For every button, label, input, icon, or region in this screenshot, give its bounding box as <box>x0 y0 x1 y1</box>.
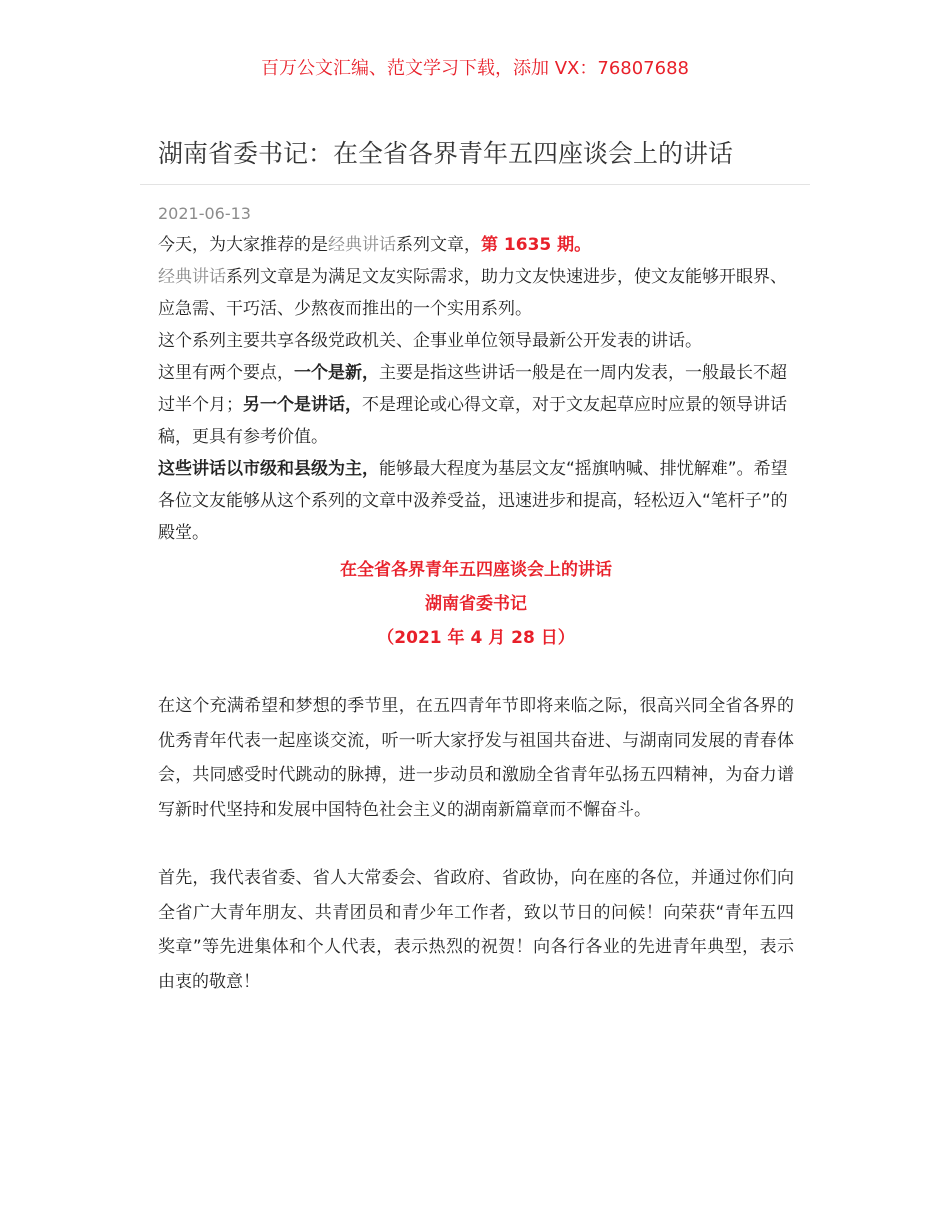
intro-text: 这里有两个要点， <box>158 363 294 383</box>
promo-banner: 百万公文汇编、范文学习下载，添加 VX：76807688 <box>261 58 689 79</box>
speech-body <box>158 689 794 999</box>
key-point-level: 这些讲话以市级和县级为主， <box>158 459 379 479</box>
article-body <box>158 229 794 999</box>
intro-paragraph-2 <box>158 261 794 325</box>
intro-text: 能够最大程度为基层文友“摇旗呐喊、排忧解难”。希望各位文友能够从这个系列的文章中汲养受益，迅速进步和提高，轻松迈入“笔杆子”的殿堂。 <box>158 459 788 543</box>
intro-paragraph-5 <box>158 453 794 549</box>
publish-date: 2021-06-13 <box>158 204 251 223</box>
intro-text: 不是理论或心得文章，对于文友起草应时应景的领导讲话稿，更具有参考价值。 <box>158 395 787 447</box>
speech-date: （2021 年 4 月 28 日） <box>377 628 575 648</box>
issue-number: 第 1635 期。 <box>481 235 592 255</box>
speech-paragraph-2: 首先，我代表省委、省人大常委会、省政府、省政协，向在座的各位，并通过你们向全省广大青年朋友、共青团员和青少年工作者，致以节日的问候！向荣获“青年五四奖章”等先进集体和个人代表，表示热烈的祝贺！向各行各业的先进青年典型，表示由衷的敬意！ <box>158 868 794 992</box>
intro-text: 系列文章， <box>396 235 481 255</box>
intro-paragraph-3: 这个系列主要共享各级党政机关、企事业单位领导最新公开发表的讲话。 <box>158 331 702 351</box>
speech-paragraph-1: 在这个充满希望和梦想的季节里，在五四青年节即将来临之际，很高兴同全省各界的优秀青年代表一起座谈交流，听一听大家抒发与祖国共奋进、与湖南同发展的青春体会，共同感受时代跳动的脉搏，进一步动员和激励全省青年弘扬五四精神，为奋力谱写新时代坚持和发展中国特色社会主义的湖南新篇章而不懈奋斗。 <box>158 696 794 820</box>
key-point-new: 一个是新， <box>294 363 379 383</box>
article-title: 湖南省委书记：在全省各界青年五四座谈会上的讲话 <box>158 139 734 168</box>
series-name: 经典讲话 <box>328 235 396 255</box>
intro-paragraph-1 <box>158 229 794 261</box>
series-name: 经典讲话 <box>158 267 226 287</box>
key-point-speech: 另一个是讲话， <box>243 395 362 415</box>
intro-text: 今天，为大家推荐的是 <box>158 235 328 255</box>
speech-speaker: 湖南省委书记 <box>425 594 527 614</box>
spacer <box>158 827 794 861</box>
speech-heading: 在全省各界青年五四座谈会上的讲话 <box>340 560 612 580</box>
title-divider <box>140 184 810 185</box>
intro-text: 主要是指这些讲话一般是在一周内发表，一般最长不超过半个月； <box>158 363 787 415</box>
spacer <box>158 655 794 689</box>
intro-text: 系列文章是为满足文友实际需求，助力文友快速进步，使文友能够开眼界、应急需、干巧活、少熬夜而推出的一个实用系列。 <box>158 267 787 319</box>
intro-paragraph-4 <box>158 357 794 453</box>
